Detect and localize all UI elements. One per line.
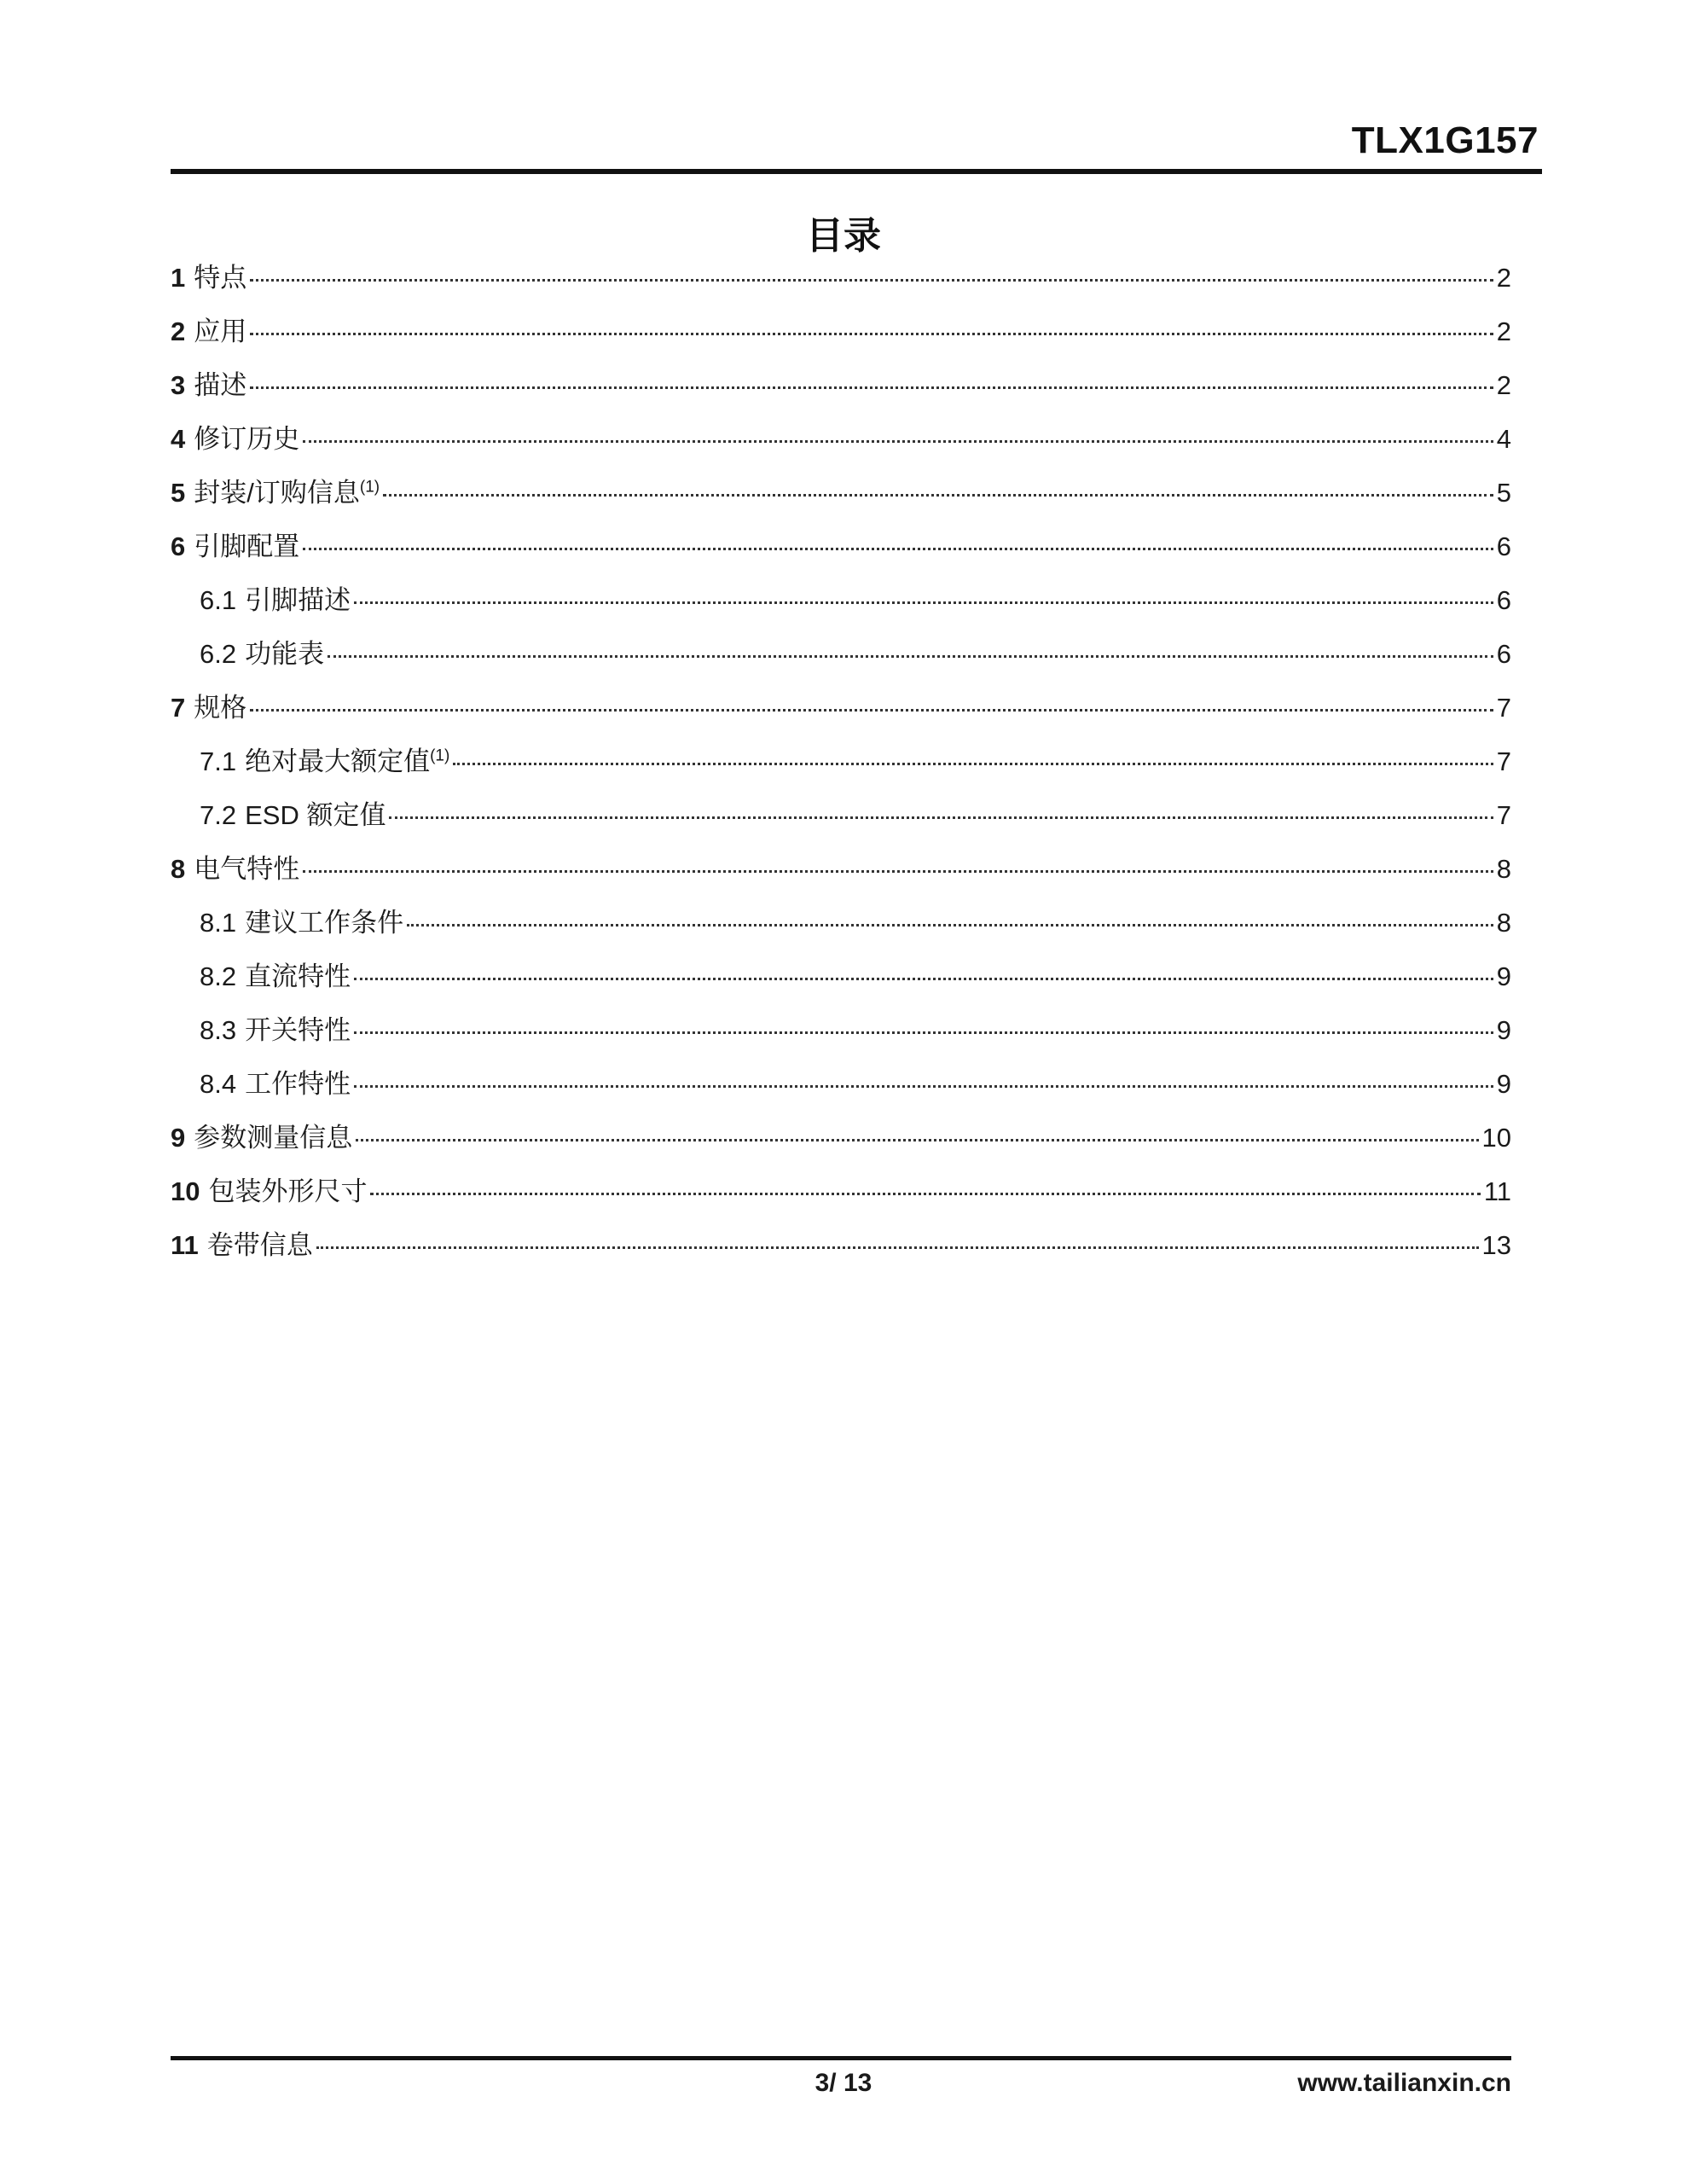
dot-leader [383,494,1493,497]
dot-leader [250,709,1493,712]
toc-entry-label: 直流特性 [245,961,351,991]
toc-entry-number: 2 [171,317,186,346]
dot-leader [354,601,1493,604]
toc-entry-page: 13 [1481,1230,1511,1260]
toc-entry-label: 绝对最大额定值 [245,746,431,776]
toc-entry-page: 2 [1496,317,1511,346]
toc-entry-page: 9 [1496,961,1511,991]
dot-leader [303,870,1493,873]
toc-entry-title [194,466,380,520]
toc-entry-page: 10 [1481,1123,1511,1153]
toc-entry[interactable] [171,573,1511,627]
dot-leader [250,279,1493,282]
toc-entry-page: 7 [1496,800,1511,830]
toc-entry-label: 包装外形尺寸 [208,1176,368,1206]
toc-entry-number: 4 [171,424,186,454]
toc-entry-title [245,896,403,950]
toc-entry-label: 修订历史 [194,424,300,454]
dot-leader [407,924,1493,926]
toc-entry-title [194,681,246,735]
toc-entry-number: 7 [171,693,186,723]
toc-entry-number: 6 [171,531,186,561]
toc-entry-label: 电气特性 [194,854,300,884]
toc-entry[interactable] [171,251,1511,305]
website-link[interactable]: www.tailianxin.cn [1297,2069,1511,2097]
toc-entry-label: 封装/订购信息 [194,478,360,508]
dot-leader [453,763,1493,765]
toc-entry-number: 7.2 [200,800,237,830]
dot-leader [354,978,1493,980]
toc-entry-page: 7 [1496,746,1511,776]
dot-leader [303,440,1493,443]
toc-entry-title [245,788,386,842]
toc-entry[interactable] [171,1165,1511,1218]
toc-entry[interactable] [171,412,1511,466]
toc-entry-title [245,1003,351,1057]
toc-entry-number: 11 [171,1230,199,1260]
toc-entry-page: 8 [1496,908,1511,938]
toc-entry[interactable] [171,788,1511,842]
toc-entry[interactable] [171,681,1511,735]
toc-entry-title [245,627,324,681]
toc-entry-number: 8.3 [200,1015,237,1045]
toc-entry-title [194,358,246,412]
toc-entry-page: 9 [1496,1015,1511,1045]
toc-entry-label: ESD 额定值 [245,800,386,830]
toc-entry-label: 参数测量信息 [194,1123,353,1153]
dot-leader [354,1085,1493,1088]
dot-leader [250,333,1493,335]
toc-entry[interactable] [171,896,1511,950]
toc-entry-page: 2 [1496,263,1511,293]
toc-entry[interactable] [171,1111,1511,1165]
toc-entry-number: 6.1 [200,585,237,615]
dot-leader [303,548,1493,550]
toc-entry[interactable] [171,358,1511,412]
footnote-marker: (1) [359,478,380,497]
toc-entry-page: 6 [1496,585,1511,615]
toc-entry[interactable] [171,735,1511,788]
toc-entry-label: 工作特性 [245,1069,351,1099]
toc-entry-label: 引脚配置 [194,531,300,561]
toc-entry-page: 8 [1496,854,1511,884]
toc-entry[interactable] [171,1218,1511,1272]
toc-entry-label: 应用 [194,317,247,346]
toc-entry-page: 4 [1496,424,1511,454]
toc-entry-title [194,251,246,305]
toc-entry-label: 功能表 [245,639,325,669]
toc-entry-title [194,1111,352,1165]
toc-entry-number: 3 [171,370,186,400]
toc-entry-page: 7 [1496,693,1511,723]
toc-entry-number: 7.1 [200,746,237,776]
toc-entry[interactable] [171,1003,1511,1057]
dot-leader [316,1246,1479,1249]
toc-entry[interactable] [171,305,1511,358]
toc-entry-page: 6 [1496,531,1511,561]
table-of-contents [171,251,1511,1272]
dot-leader [389,816,1493,819]
toc-entry-title [194,305,246,358]
toc-entry-number: 8.2 [200,961,237,991]
toc-entry-label: 开关特性 [245,1015,351,1045]
toc-entry-page: 6 [1496,639,1511,669]
toc-entry-title [245,735,449,788]
toc-entry-page: 11 [1483,1176,1511,1206]
toc-entry-title [245,573,351,627]
dot-leader [370,1193,1480,1195]
toc-entry-label: 特点 [194,263,247,293]
toc-entry-title [194,520,299,573]
toc-entry[interactable] [171,627,1511,681]
toc-entry-label: 建议工作条件 [245,908,404,938]
toc-entry-number: 8 [171,854,186,884]
toc-entry-label: 描述 [194,370,247,400]
toc-entry-page: 5 [1496,478,1511,508]
toc-entry[interactable] [171,1057,1511,1111]
toc-entry-number: 5 [171,478,186,508]
toc-entry-number: 8.4 [200,1069,237,1099]
toc-entry-title [245,950,351,1003]
footer-rule [171,2056,1511,2060]
toc-entry-number: 9 [171,1123,186,1153]
page-indicator: 3/ 13 [815,2069,872,2097]
toc-heading: 目录 [806,215,881,257]
toc-entry-title [245,1057,351,1111]
toc-entry[interactable] [171,466,1511,520]
toc-entry-page: 9 [1496,1069,1511,1099]
toc-entry-label: 引脚描述 [245,585,351,615]
toc-entry-number: 10 [171,1176,200,1206]
toc-entry[interactable] [171,520,1511,573]
toc-entry-title [194,412,299,466]
toc-entry-title [207,1218,313,1272]
toc-entry-number: 8.1 [200,908,237,938]
footnote-marker: (1) [430,746,450,765]
toc-entry-title [194,842,299,896]
toc-entry-number: 6.2 [200,639,237,669]
toc-entry-label: 卷带信息 [206,1230,313,1260]
header-rule [171,169,1542,174]
document-part-number: TLX1G157 [1351,119,1539,161]
toc-entry[interactable] [171,842,1511,896]
dot-leader [328,655,1493,658]
dot-leader [354,1031,1493,1034]
toc-entry-label: 规格 [194,693,247,723]
toc-entry-number: 1 [171,263,186,293]
dot-leader [250,386,1493,389]
toc-entry[interactable] [171,950,1511,1003]
dot-leader [356,1139,1478,1141]
toc-entry-title [208,1165,367,1218]
toc-entry-page: 2 [1496,370,1511,400]
